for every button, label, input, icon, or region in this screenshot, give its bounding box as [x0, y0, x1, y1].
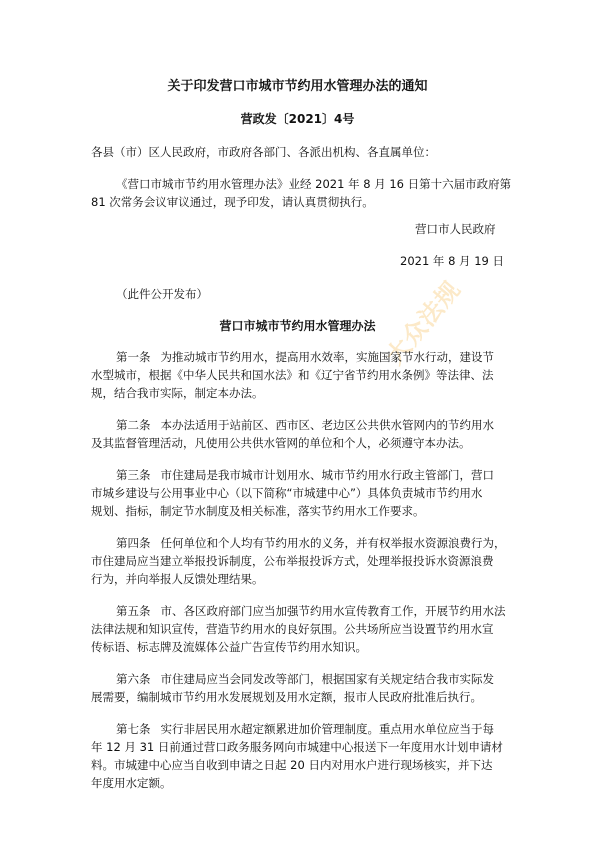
article-5-line-2: 法律法规和知识宣传，营造节约用水的良好氛围。公共场所应当设置节约用水宣 — [91, 622, 494, 636]
article-1-line-3: 规，结合我市实际，制定本办法。 — [91, 386, 264, 400]
article-6-line-2: 展需要，编制城市节约用水发展规划及用水定额，报市人民政府批准后执行。 — [91, 690, 482, 704]
article-1-label: 第一条 — [116, 350, 151, 364]
article-7-line-1: 第七条 实行非居民用水超定额累进加价管理制度。重点用水单位应当于每 — [116, 722, 494, 736]
article-3-line-2: 市城乡建设与公用事业中心（以下简称“市城建中心”）具体负责城市节约用水 — [91, 486, 483, 500]
article-7-line-3: 料。市城建中心应当自收到申请之日起 20 日内对用水户进行现场核实，并下达 — [91, 758, 493, 772]
article-2-label: 第二条 — [116, 418, 151, 432]
document-title: 关于印发营口市城市节约用水管理办法的通知 — [167, 79, 428, 94]
watermark: 大众法规 — [381, 275, 467, 370]
article-7-line-2: 年 12 月 31 日前通过营口政务服务网向市城建中心报送下一年度用水计划申请材 — [91, 740, 503, 754]
regulation-title: 营口市城市节约用水管理办法 — [219, 319, 376, 333]
article-6-line-1: 第六条 市住建局应当会同发改等部门，根据国家有关规定结合我市实际发 — [116, 672, 494, 686]
article-6-label: 第六条 — [116, 672, 151, 686]
article-3-line-1: 第三条 市住建局是我市城市计划用水、城市节约用水行政主管部门，营口 — [116, 468, 494, 482]
article-4-label: 第四条 — [116, 536, 151, 550]
publication-note: （此件公开发布） — [116, 287, 208, 301]
intro-line-1: 《营口市城市节约用水管理办法》业经 2021 年 8 月 16 日第十六届市政府第 — [116, 177, 512, 191]
signature: 营口市人民政府 — [415, 222, 496, 236]
article-1-line-2: 水型城市，根据《中华人民共和国水法》和《辽宁省节约用水条例》等法律、法 — [91, 368, 494, 382]
article-4-line-1: 第四条 任何单位和个人均有节约用水的义务，并有权举报水资源浪费行为， — [116, 536, 506, 550]
article-4-line-3: 行为，并向举报人反馈处理结果。 — [91, 572, 264, 586]
article-3-label: 第三条 — [116, 468, 151, 482]
article-2-line-2: 及其监督管理活动，凡使用公共供水管网的单位和个人，必须遵守本办法。 — [91, 436, 471, 450]
recipients: 各县（市）区人民政府，市政府各部门、各派出机构、各直属单位： — [91, 145, 436, 159]
article-1-line-1: 第一条 为推动城市节约用水，提高用水效率，实施国家节水行动，建设节 — [116, 350, 494, 364]
issue-date: 2021 年 8 月 19 日 — [400, 254, 504, 268]
article-5-label: 第五条 — [116, 604, 151, 618]
article-5-line-3: 传标语、标志牌及流媒体公益广告宣传节约用水知识。 — [91, 640, 367, 654]
article-3-line-3: 规划、指标，制定节水制度及相关标准，落实节约用水工作要求。 — [91, 504, 425, 518]
intro-line-2: 81 次常务会议审议通过，现予印发，请认真贯彻执行。 — [91, 195, 374, 209]
article-7-line-4: 年度用水定额。 — [91, 776, 172, 790]
article-5-line-1: 第五条 市、各区政府部门应当加强节约用水宣传教育工作，开展节约用水法 — [116, 604, 506, 618]
document-number: 营政发〔2021〕4号 — [240, 112, 355, 126]
article-7-label: 第七条 — [116, 722, 151, 736]
article-4-line-2: 市住建局应当建立举报投诉制度，公布举报投诉方式，处理举报投诉水资源浪费 — [91, 554, 494, 568]
article-2-line-1: 第二条 本办法适用于站前区、西市区、老边区公共供水管网内的节约用水 — [116, 418, 494, 432]
